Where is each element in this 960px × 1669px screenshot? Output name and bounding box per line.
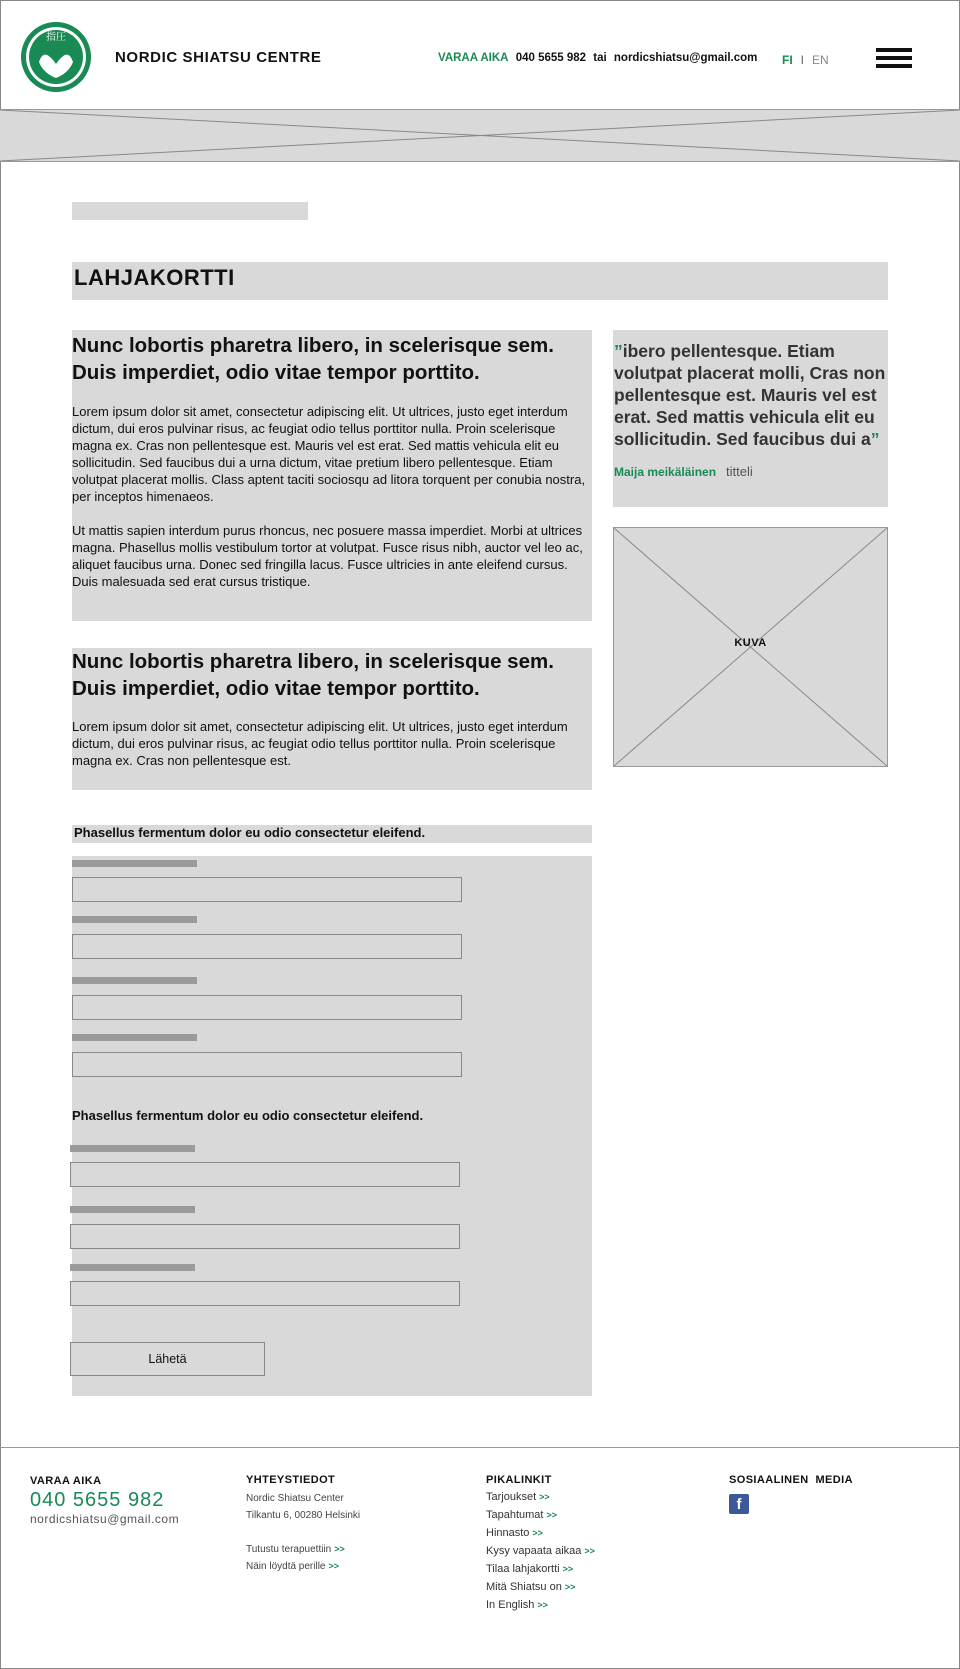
quicklink-what-is-shiatsu[interactable]: Mitä Shiatsu on >> (486, 1581, 576, 1593)
arrow-icon: >> (546, 1510, 557, 1520)
form-field-6[interactable] (70, 1224, 460, 1249)
footer-email[interactable]: nordicshiatsu@gmail.com (30, 1512, 180, 1526)
form-field-2[interactable] (72, 934, 462, 959)
lang-fi[interactable]: FI (782, 53, 793, 67)
facebook-icon[interactable]: f (729, 1494, 749, 1514)
quicklink-prices[interactable]: Hinnasto >> (486, 1527, 543, 1539)
footer-quicklinks (486, 1474, 595, 1614)
field-label-placeholder (70, 1264, 195, 1271)
quote-author-role: titteli (726, 464, 753, 479)
form-field-5[interactable] (70, 1162, 460, 1187)
lang-separator: I (800, 53, 805, 67)
logo-kanji: 指圧 (46, 32, 66, 43)
field-label-placeholder (72, 977, 197, 984)
footer-booking (30, 1475, 179, 1526)
page-title: LAHJAKORTTI (74, 265, 235, 290)
footer-booking-heading: VARAA AIKA (30, 1475, 102, 1487)
footer-phone[interactable]: 040 5655 982 (30, 1489, 165, 1511)
arrow-icon: >> (539, 1492, 550, 1502)
footer-address: Tilkantu 6, 00280 Helsinki (246, 1510, 361, 1521)
quicklink-events[interactable]: Tapahtumat >> (486, 1509, 557, 1521)
article-block-1 (72, 330, 592, 621)
footer-social-heading: SOSIAALINEN MEDIA (729, 1474, 853, 1486)
footer-link-directions[interactable]: Näin löydtä perille >> (246, 1561, 340, 1572)
site-header (0, 0, 960, 110)
breadcrumb-placeholder (72, 202, 308, 220)
arrow-icon: >> (532, 1528, 543, 1538)
quote-author: Maija meikäläinen (614, 465, 717, 479)
arrow-icon: >> (584, 1546, 595, 1556)
hamburger-menu-icon[interactable] (876, 48, 912, 70)
field-label-placeholder (72, 916, 197, 923)
quicklink-english[interactable]: In English >> (486, 1599, 548, 1611)
footer-link-therapist[interactable]: Tutustu terapuettiin >> (246, 1544, 345, 1555)
image-label: KUVA (734, 637, 767, 649)
arrow-icon: >> (334, 1544, 345, 1554)
article-1-heading: Nunc lobortis pharetra libero, in scelerisque sem. Duis imperdiet, odio vitae tempor porttito. (72, 334, 554, 384)
field-label-placeholder (72, 860, 197, 867)
article-2-paragraph-1: Lorem ipsum dolor sit amet, consectetur adipiscing elit. Ut ultrices, justo eget interdum dictum, dui eros pulvinar risus, ac feugiat odio tellus porttitor nulla. Proin scelerisque magna ex. Cras non pellentesque est. (72, 719, 568, 768)
arrow-icon: >> (562, 1564, 574, 1574)
header-phone[interactable]: 040 5655 982 (515, 52, 587, 64)
or-text: tai (593, 52, 607, 64)
footer-contact-heading: YHTEYSTIEDOT (246, 1474, 336, 1486)
article-1-paragraph-2: Ut mattis sapien interdum purus rhoncus, nec posuere massa imperdiet. Morbi at ultrices magna. Phasellus mollis vestibulum tortor at volutpat. Fusce risus nibh, auctor vel leo ac, aliquet faucibus urna. Donec sed fringilla lacus. Fusce ultricies in ante eleifend cursus. Duis malesuada sed erat cursus tristique. (72, 523, 583, 589)
hero-image-placeholder (0, 110, 960, 162)
site-footer (0, 1447, 960, 1669)
language-switcher (782, 53, 829, 67)
form-heading: Phasellus fermentum dolor eu odio consectetur eleifend. (72, 825, 592, 843)
booking-label: VARAA AIKA (438, 52, 509, 64)
header-contact (438, 52, 761, 64)
quote-text: ibero pellentesque. Etiam volutpat placerat molli, Cras non pellentesque est. Mauris vel est erat. Sed mattis vehicula elit eu sollicitudin. Sed faucibus dui a (614, 341, 886, 449)
placeholder-cross-icon (0, 110, 960, 161)
gift-card-form (72, 856, 592, 1396)
quote-author-line (614, 464, 888, 479)
form-field-3[interactable] (72, 995, 462, 1020)
footer-company-name: Nordic Shiatsu Center (246, 1493, 344, 1504)
form-subheading: Phasellus fermentum dolor eu odio consectetur eleifend. (72, 1108, 424, 1123)
footer-social (729, 1474, 853, 1514)
field-label-placeholder (72, 1034, 197, 1041)
form-field-4[interactable] (72, 1052, 462, 1077)
footer-quicklinks-heading: PIKALINKIT (486, 1474, 552, 1486)
testimonial-quote (613, 330, 888, 507)
form-field-1[interactable] (72, 877, 462, 902)
field-label-placeholder (70, 1206, 195, 1213)
logo[interactable] (19, 20, 93, 94)
arrow-icon: >> (564, 1582, 576, 1592)
quote-text-block (614, 340, 888, 450)
quote-close-mark: ” (870, 429, 880, 449)
article-block-2 (72, 648, 592, 790)
page-title-bar (72, 262, 888, 300)
field-label-placeholder (70, 1145, 195, 1152)
image-placeholder (613, 527, 888, 767)
submit-button[interactable]: Lähetä (70, 1342, 265, 1376)
article-2-heading: Nunc lobortis pharetra libero, in scelerisque sem. Duis imperdiet, odio vitae tempor porttito. (72, 650, 554, 700)
footer-contact (246, 1474, 360, 1575)
quicklink-ask-availability[interactable]: Kysy vapaata aikaa >> (486, 1545, 595, 1557)
brand-name[interactable]: NORDIC SHIATSU CENTRE (115, 49, 322, 66)
logo-icon (19, 20, 93, 94)
arrow-icon: >> (537, 1600, 548, 1610)
article-1-paragraph-1: Lorem ipsum dolor sit amet, consectetur adipiscing elit. Ut ultrices, justo eget interdum dictum, dui eros pulvinar risus, ac feugiat odio tellus porttitor nulla. Proin scelerisque magna ex. Cras non pellentesque est. Mauris vel est erat. Sed mattis vehicula elit eu sollicitudin. Sed faucibus dui a urna dictum, vitae pretium libero pellentesque. Etiam volutpat placerat mollis. Class aptent taciti sociosqu ad litora torquent per conubia nostra, per inceptos himenaeos. (72, 404, 586, 504)
form-field-7[interactable] (70, 1281, 460, 1306)
quote-open-mark: ” (614, 341, 623, 361)
quicklink-offers[interactable]: Tarjoukset >> (486, 1491, 550, 1503)
arrow-icon: >> (328, 1561, 340, 1571)
quicklink-order-giftcard[interactable]: Tilaa lahjakortti >> (486, 1563, 574, 1575)
lang-en[interactable]: EN (812, 53, 829, 67)
header-email[interactable]: nordicshiatsu@gmail.com (613, 52, 758, 64)
